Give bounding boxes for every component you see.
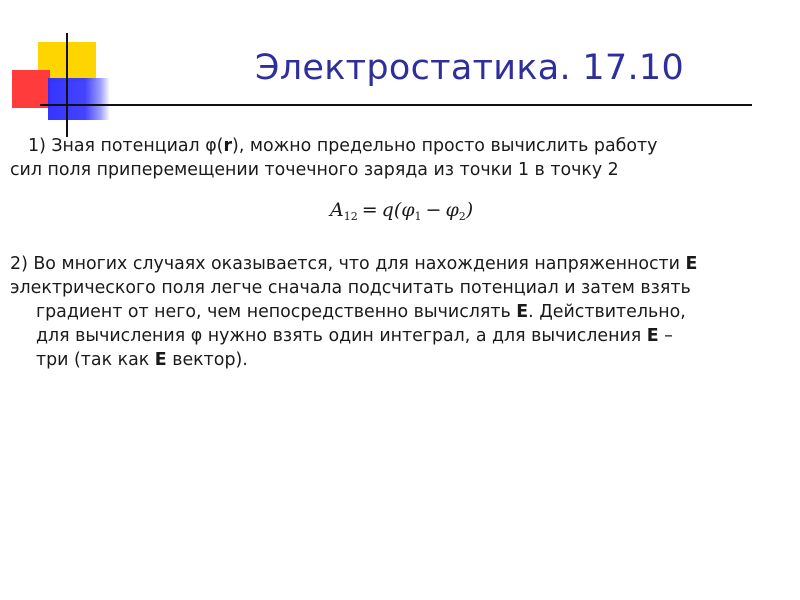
decor-red-square [12, 70, 50, 108]
paragraph-2-line-4: для вычисления φ нужно взять один интеграл, а для вычисления E – [36, 326, 673, 346]
paragraph-1-line-2: сил поля приперемещении точечного заряда из точки 1 в точку 2 [10, 160, 619, 180]
paragraph-2 [10, 252, 697, 372]
vector-r: r [223, 136, 233, 156]
decor-vertical-line [66, 33, 68, 137]
paragraph-2-line-5: три (так как E вектор). [36, 350, 248, 370]
paragraph-1 [10, 134, 657, 182]
paragraph-1-line-1: 1) Зная потенциал φ(r), можно предельно просто вычислить работу [28, 136, 658, 156]
paragraph-2-line-2: электрического поля легче сначала подсчитать потенциал и затем взять [10, 278, 691, 298]
title-underline [40, 104, 752, 106]
slide-title: Электростатика. 17.10 [255, 48, 685, 88]
work-formula: $A_{12} = q(\varphi_1 - \varphi_2)$ [330, 199, 474, 223]
paragraph-2-line-3: градиент от него, чем непосредственно вычислять E. Действительно, [36, 302, 686, 322]
decor-blue-square [48, 78, 110, 120]
paragraph-2-line-1: 2) Во многих случаях оказывается, что для нахождения напряженности E [10, 254, 698, 274]
